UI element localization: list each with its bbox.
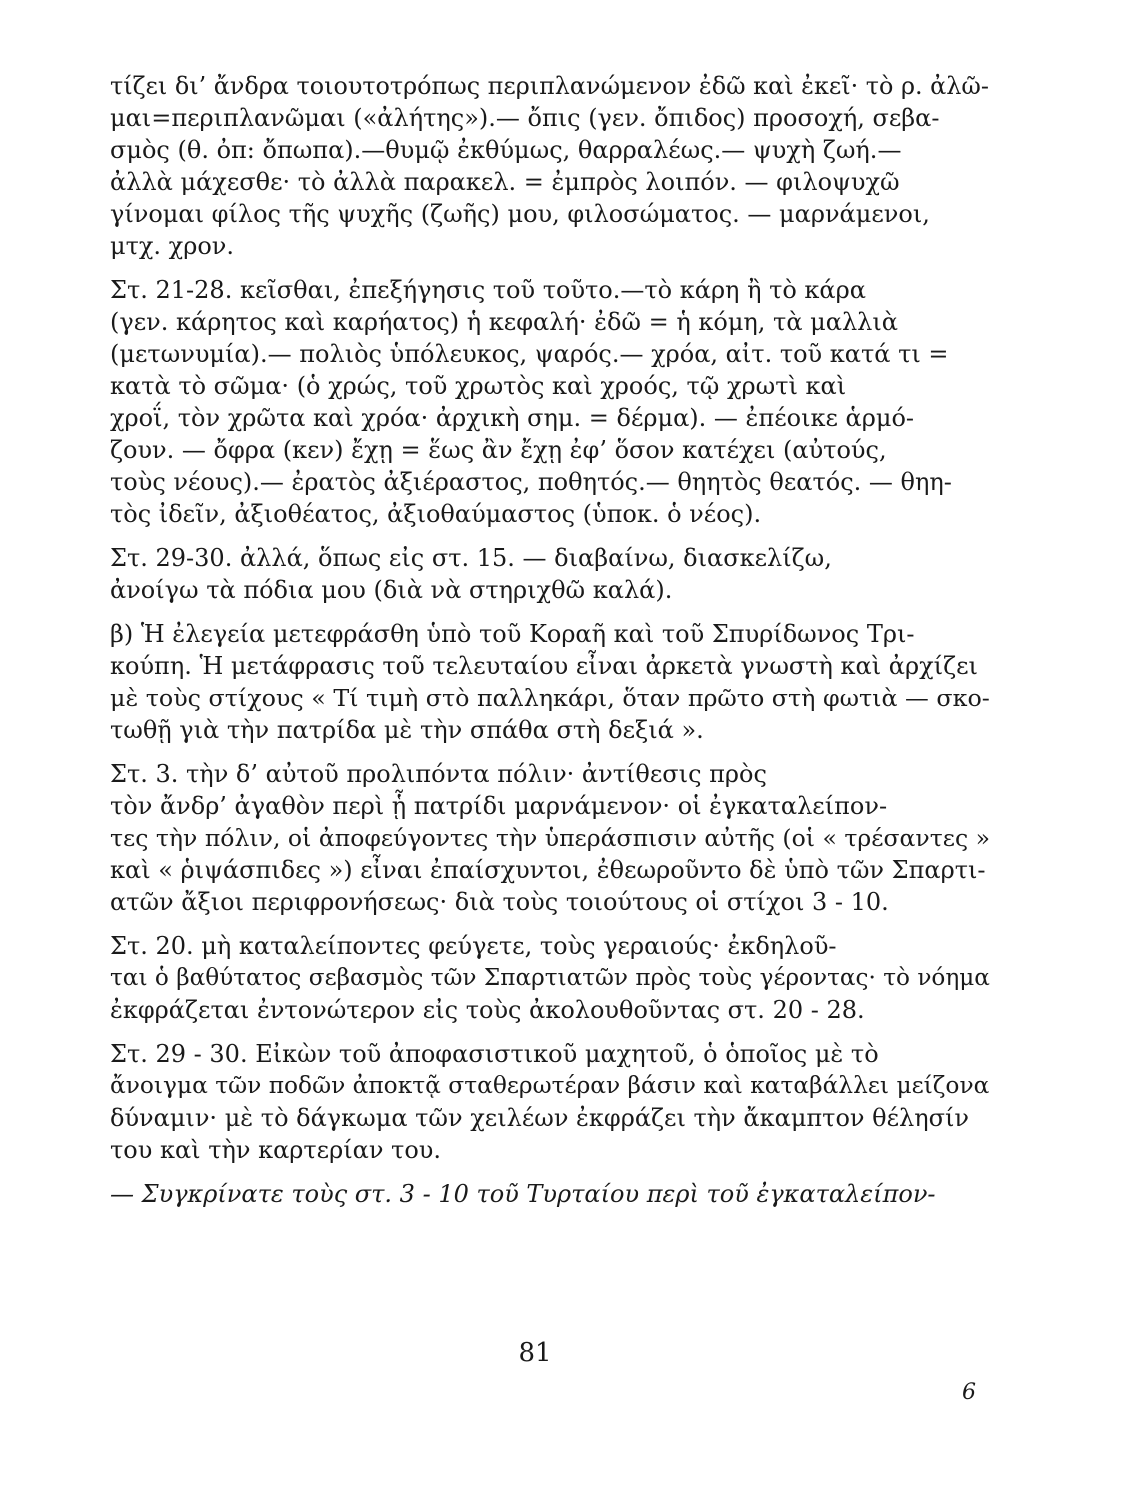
text-line: τες τὴν πόλιν, οἱ ἀποφεύγοντες τὴν ὑπεράσπισιν αὐτῆς (οἱ « τρέσαντες » (110, 824, 991, 852)
text-line: κατὰ τὸ σῶμα· (ὁ χρώς, τοῦ χρωτὸς καὶ χροός, τῷ χρωτὶ καὶ (110, 372, 847, 400)
text-line: δύναμιν· μὲ τὸ δάγκωμα τῶν χειλέων ἐκφράζει τὴν ἄκαμπτον θέλησίν (110, 1104, 969, 1132)
text-line: τὸς ἰδεῖν, ἀξιοθέατος, ἀξιοθαύμαστος (ὑποκ. ὁ νέος). (110, 500, 762, 528)
text-line: καὶ « ῥιψάσπιδες ») εἶναι ἐπαίσχυντοι, ἐθεωροῦντο δὲ ὑπὸ τῶν Σπαρτι- (110, 856, 986, 884)
text-line: Στ. 21-28. κεῖσθαι, ἐπεξήγησις τοῦ τοῦτο.—τὸ κάρη ἢ τὸ κάρα (110, 276, 866, 304)
commentary-text (110, 70, 990, 1210)
text-line: ἄνοιγμα τῶν ποδῶν ἀποκτᾷ σταθερωτέραν βάσιν καὶ καταβάλλει μείζονα (110, 1072, 990, 1099)
text-line: κούπη. Ἡ μετάφρασις τοῦ τελευταίου εἶναι ἀρκετὰ γνωστὴ καὶ ἀρχίζει (110, 652, 978, 680)
text-line: τοὺς νέους).— ἐρατὸς ἀξιέραστος, ποθητός.— θηητὸς θεατός. — θηη- (110, 468, 952, 496)
text-line: Στ. 29-30. ἀλλά, ὅπως εἰς στ. 15. — διαβαίνω, διασκελίζω, (110, 544, 832, 572)
text-line: ἀνοίγω τὰ πόδια μου (διὰ νὰ στηριχθῶ καλά). (110, 576, 673, 604)
text-line: Στ. 29 - 30. Εἰκὼν τοῦ ἀποφασιστικοῦ μαχητοῦ, ὁ ὁποῖος μὲ τὸ (110, 1040, 879, 1068)
text-line: σμὸς (θ. ὀπ: ὄπωπα).—θυμῷ ἐκθύμως, θαρραλέως.— ψυχὴ ζωή.— (110, 136, 902, 164)
text-line: ἀλλὰ μάχεσθε· τὸ ἀλλὰ παρακελ. = ἐμπρὸς λοιπόν. — φιλοψυχῶ (110, 168, 900, 196)
page-number: 81 (518, 1338, 552, 1368)
text-line: μαι=περιπλανῶμαι («ἀλήτης»).— ὄπις (γεν. ὄπιδος) προσοχή, σεβα- (110, 104, 940, 132)
text-line: ατῶν ἄξιοι περιφρονήσεως· διὰ τοὺς τοιούτους οἱ στίχοι 3 - 10. (110, 888, 889, 916)
text-line: χροΐ, τὸν χρῶτα καὶ χρόα· ἀρχικὴ σημ. = δέρμα). — ἐπέοικε ἁρμό- (110, 404, 915, 432)
text-line: γίνομαι φίλος τῆς ψυχῆς (ζωῆς) μου, φιλοσώματος. — μαρνάμενοι, (110, 200, 930, 228)
text-line: β) Ἡ ἐλεγεία μετεφράσθη ὑπὸ τοῦ Κοραῆ καὶ τοῦ Σπυρίδωνος Τρι- (110, 620, 915, 648)
text-line: μὲ τοὺς στίχους « Τί τιμὴ στὸ παλληκάρι, ὅταν πρῶτο στὴ φωτιὰ — σκο- (110, 684, 990, 712)
text-line: ἐκφράζεται ἐντονώτερον εἰς τοὺς ἀκολουθοῦντας στ. 20 - 28. (110, 996, 865, 1024)
text-line: μτχ. χρον. (110, 232, 234, 260)
text-line: τωθῇ γιὰ τὴν πατρίδα μὲ τὴν σπάθα στὴ δεξιά ». (110, 716, 704, 744)
text-line: τίζει δι’ ἄνδρα τοιουτοτρόπως περιπλανώμενον ἐδῶ καὶ ἐκεῖ· τὸ ρ. ἀλῶ- (110, 72, 989, 100)
text-line: τὸν ἄνδρ’ ἀγαθὸν περὶ ᾗ πατρίδι μαρνάμενον· οἱ ἐγκαταλείπον- (110, 792, 888, 820)
text-line: του καὶ τὴν καρτερίαν του. (110, 1136, 441, 1164)
text-line: (μετωνυμία).— πολιὸς ὑπόλευκος, ψαρός.— χρόα, αἰτ. τοῦ κατά τι = (110, 340, 949, 368)
text-line: Στ. 3. τὴν δ’ αὐτοῦ προλιπόντα πόλιν· ἀντίθεσις πρὸς (110, 760, 767, 788)
text-line: ται ὁ βαθύτατος σεβασμὸς τῶν Σπαρτιατῶν πρὸς τοὺς γέροντας· τὸ νόημα (110, 965, 990, 991)
text-line: — Συγκρίνατε τοὺς στ. 3 - 10 τοῦ Τυρταίου περὶ τοῦ ἐγκαταλείπον- (110, 1180, 936, 1208)
signature-mark: 6 (962, 1380, 976, 1405)
text-line: ζουν. — ὄφρα (κεν) ἔχῃ = ἕως ἂν ἔχῃ ἐφ’ ὅσον κατέχει (αὐτούς, (110, 436, 887, 464)
text-line: Στ. 20. μὴ καταλείποντες φεύγετε, τοὺς γεραιούς· ἐκδηλοῦ- (110, 932, 837, 960)
text-line: (γεν. κάρητος καὶ καρήατος) ἡ κεφαλή· ἐδῶ = ἡ κόμη, τὰ μαλλιὰ (110, 308, 899, 336)
